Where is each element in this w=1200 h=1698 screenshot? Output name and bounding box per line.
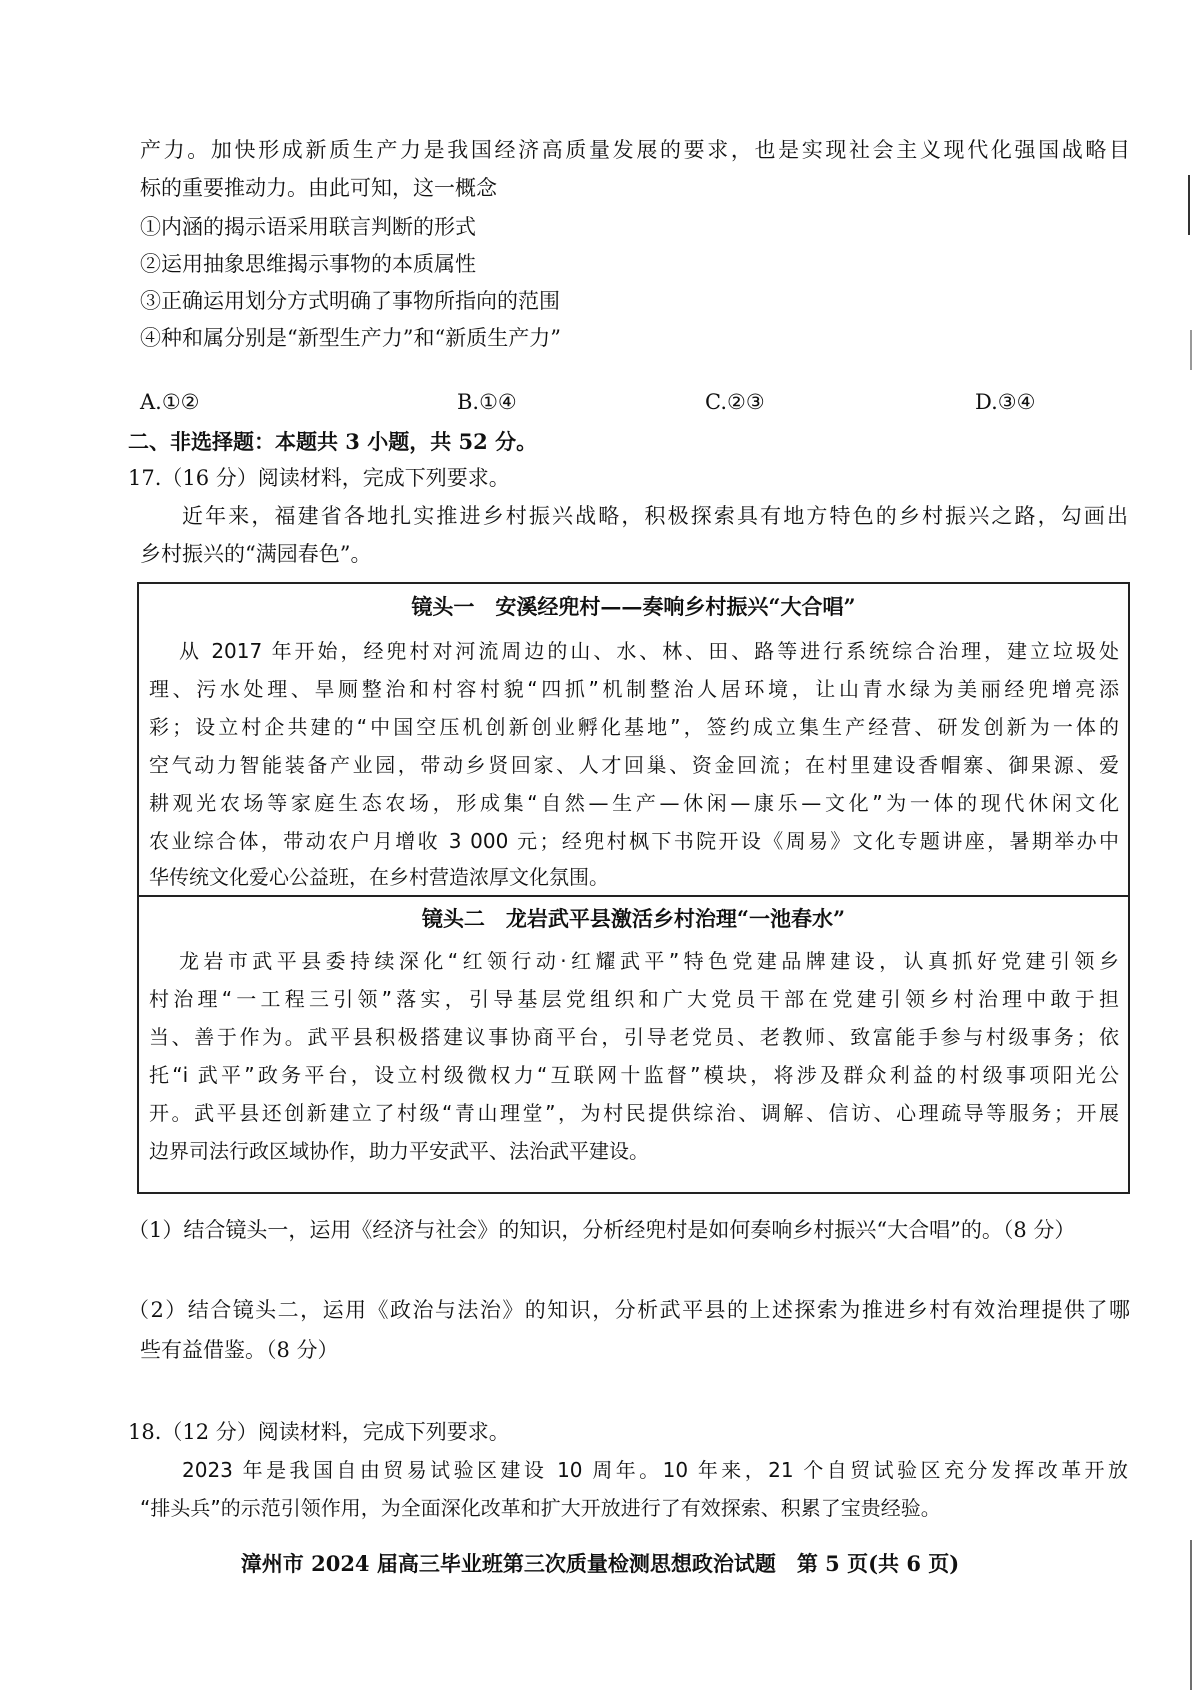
q17-intro-line-1: 近年来，福建省各地扎实推进乡村振兴战略，积极探索具有地方特色的乡村振兴之路，勾画出 <box>182 504 1128 528</box>
option-c: C.②③ <box>705 390 765 414</box>
option-d: D.③④ <box>975 390 1036 414</box>
lens-1-line: 彩；设立村企共建的“中国空压机创新创业孵化基地”，签约成立集生产经营、研发创新为一体的 <box>149 715 1119 739</box>
intro-line-1: 产力。加快形成新质生产力是我国经济高质量发展的要求，也是实现社会主义现代化强国战略目 <box>140 138 1130 162</box>
lens-2-title: 镜头二 龙岩武平县激活乡村治理“一池春水” <box>421 906 846 931</box>
lens-2-line: 村治理“一工程三引领”落实，引导基层党组织和广大党员干部在党建引领乡村治理中敢于担 <box>149 987 1119 1011</box>
lens-1-line: 华传统文化爱心公益班，在乡村营造浓厚文化氛围。 <box>149 865 609 889</box>
section-2-title: 二、非选择题：本题共 3 小题，共 52 分。 <box>128 429 538 454</box>
lens-2-line: 当、善于作为。武平县积极搭建议事协商平台，引导老党员、老教师、致富能手参与村级事务；依 <box>149 1025 1119 1049</box>
scan-edge-mark <box>1188 175 1190 235</box>
q17-sub-2-line-2: 些有益借鉴。（8 分） <box>140 1338 339 1362</box>
lens-1-line: 从 2017 年开始，经兜村对河流周边的山、水、林、田、路等进行系统综合治理，建立垃圾处 <box>179 639 1119 663</box>
lens-2-line: 托“i 武平”政务平台，设立村级微权力“互联网十监督”模块，将涉及群众利益的村级事项阳光公 <box>149 1063 1119 1087</box>
statement-2: ②运用抽象思维揭示事物的本质属性 <box>140 252 476 276</box>
lens-2-line: 龙岩市武平县委持续深化“红领行动·红耀武平”特色党建品牌建设，认真抓好党建引领乡 <box>179 949 1119 973</box>
q17-header: 17.（16 分）阅读材料，完成下列要求。 <box>128 466 510 490</box>
q17-sub-1: （1）结合镜头一，运用《经济与社会》的知识，分析经兜村是如何奏响乡村振兴“大合唱”的。（8 分） <box>128 1218 1076 1242</box>
intro-line-2: 标的重要推动力。由此可知，这一概念 <box>140 176 497 200</box>
lens-1-line: 空气动力智能装备产业园，带动乡贤回家、人才回巢、资金回流；在村里建设香帽寨、御果源、爱 <box>149 753 1119 777</box>
q18-line-1: 2023 年是我国自由贸易试验区建设 10 周年。10 年来，21 个自贸试验区充分发挥改革开放 <box>182 1458 1128 1482</box>
lens-2-line: 边界司法行政区域协作，助力平安武平、法治武平建设。 <box>149 1139 649 1163</box>
q18-line-2: “排头兵”的示范引领作用，为全面深化改革和扩大开放进行了有效探索、积累了宝贵经验。 <box>140 1496 941 1520</box>
statement-3: ③正确运用划分方式明确了事物所指向的范围 <box>140 289 560 313</box>
page-footer: 漳州市 2024 届高三毕业班第三次质量检测思想政治试题 第 5 页(共 6 页) <box>240 1551 960 1576</box>
box-divider <box>139 895 1128 897</box>
material-box <box>137 582 1130 1194</box>
q17-sub-2-line-1: （2）结合镜头二，运用《政治与法治》的知识，分析武平县的上述探索为推进乡村有效治理提供了哪 <box>128 1298 1130 1322</box>
scan-edge-mark <box>1190 330 1192 370</box>
lens-2-line: 开。武平县还创新建立了村级“青山理堂”，为村民提供综治、调解、信访、心理疏导等服务；开展 <box>149 1101 1119 1125</box>
lens-1-line: 农业综合体，带动农户月增收 3 000 元；经兜村枫下书院开设《周易》文化专题讲座，暑期举办中 <box>149 829 1119 853</box>
option-b: B.①④ <box>457 390 517 414</box>
statement-4: ④种和属分别是“新型生产力”和“新质生产力” <box>140 326 561 350</box>
option-a: A.①② <box>140 390 200 414</box>
lens-1-line: 耕观光农场等家庭生态农场，形成集“自然—生产—休闲—康乐—文化”为一体的现代休闲文化 <box>149 791 1119 815</box>
scan-edge-mark <box>1190 1540 1192 1690</box>
lens-1-title: 镜头一 安溪经兜村——奏响乡村振兴“大合唱” <box>411 594 856 619</box>
q17-intro-line-2: 乡村振兴的“满园春色”。 <box>140 542 372 566</box>
q18-header: 18.（12 分）阅读材料，完成下列要求。 <box>128 1420 510 1444</box>
lens-1-line: 理、污水处理、旱厕整治和村容村貌“四抓”机制整治人居环境，让山青水绿为美丽经兜增亮添 <box>149 677 1119 701</box>
statement-1: ①内涵的揭示语采用联言判断的形式 <box>140 215 476 239</box>
